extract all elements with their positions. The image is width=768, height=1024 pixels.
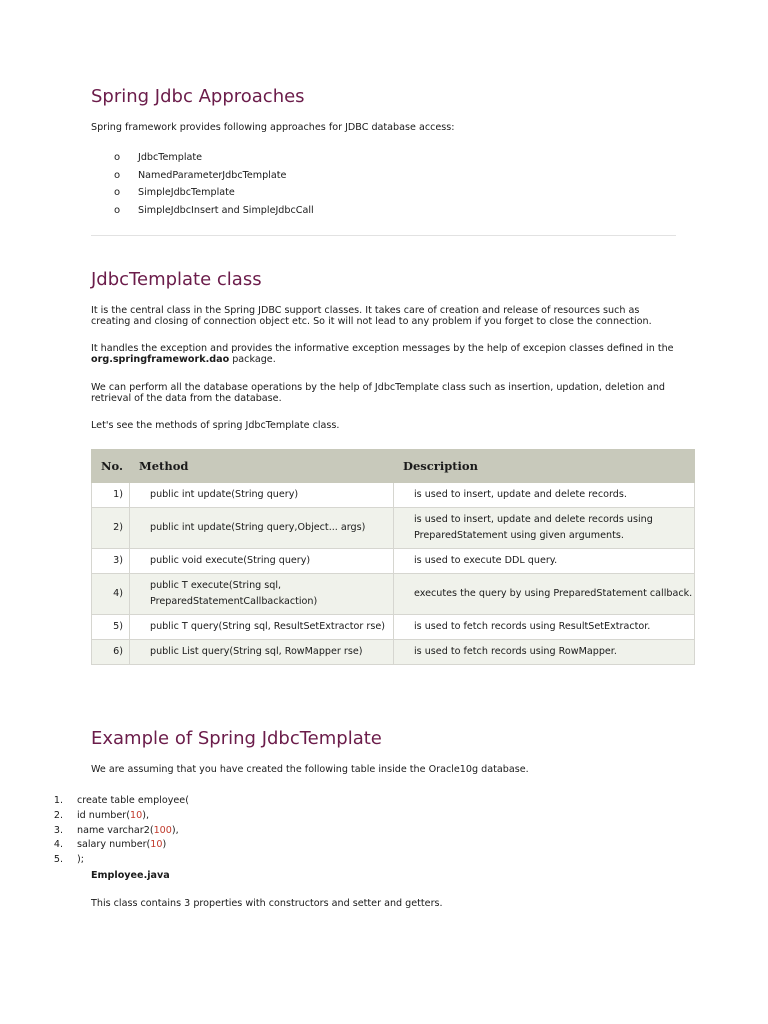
bullet-icon: o bbox=[114, 187, 121, 198]
table-row bbox=[92, 549, 695, 574]
code-number-literal: 10 bbox=[150, 839, 163, 851]
paragraph-exceptions: It handles the exception and provides the informative exception messages by the help of excepion classes defined in the org.springframework.dao package. bbox=[91, 343, 674, 365]
package-name: org.springframework.dao bbox=[91, 354, 230, 365]
line-number: 2. bbox=[53, 809, 63, 821]
list-item: o NamedParameterJdbcTemplate bbox=[114, 170, 314, 188]
row-method: public void execute(String query) bbox=[130, 549, 394, 574]
line-number: 1. bbox=[53, 795, 63, 806]
file-name-label: Employee.java bbox=[91, 870, 170, 881]
list-item: o SimpleJdbcInsert and SimpleJdbcCall bbox=[114, 205, 314, 223]
table-row bbox=[92, 574, 695, 615]
row-description: is used to fetch records using RowMapper. bbox=[394, 640, 695, 665]
table-row bbox=[92, 508, 695, 549]
approaches-list bbox=[114, 152, 314, 222]
table-row bbox=[92, 615, 695, 640]
row-method: public int update(String query,Object... args) bbox=[130, 508, 394, 549]
header-method: Method bbox=[130, 450, 394, 483]
row-description: is used to insert, update and delete records using PreparedStatement using given arguments. bbox=[394, 508, 695, 549]
code-line: 1. create table employee( bbox=[0, 795, 189, 810]
bullet-icon: o bbox=[114, 204, 121, 216]
row-number: 5) bbox=[92, 615, 130, 640]
code-line: 2. id number( 10 ), bbox=[0, 810, 189, 825]
bullet-icon: o bbox=[114, 169, 121, 181]
bullet-icon: o bbox=[114, 152, 121, 163]
code-line: 3. name varchar2( 100 ), bbox=[0, 825, 189, 840]
row-number: 6) bbox=[92, 640, 130, 665]
paragraph-operations: We can perform all the database operations by the help of JdbcTemplate class such as insertion, updation, deletion and retrieval of the data from the database. bbox=[91, 382, 666, 404]
row-description: is used to execute DDL query. bbox=[394, 549, 695, 574]
header-no: No. bbox=[92, 450, 130, 483]
methods-table bbox=[91, 449, 695, 665]
row-method: public T execute(String sql, PreparedStatementCallbackaction) bbox=[130, 574, 394, 615]
table-header-row bbox=[92, 450, 695, 483]
row-description: is used to fetch records using ResultSetExtractor. bbox=[394, 615, 695, 640]
list-item: o SimpleJdbcTemplate bbox=[114, 187, 314, 205]
section-title-example: Example of Spring JdbcTemplate bbox=[91, 728, 382, 749]
row-method: public List query(String sql, RowMapper rse) bbox=[130, 640, 394, 665]
paragraph-assumption: We are assuming that you have created the following table inside the Oracle10g database. bbox=[91, 764, 529, 775]
section-divider bbox=[91, 235, 676, 236]
header-description: Description bbox=[394, 450, 695, 483]
list-item: o JdbcTemplate bbox=[114, 152, 314, 170]
line-number: 3. bbox=[53, 824, 63, 836]
paragraph-employee-class: This class contains 3 properties with constructors and setter and getters. bbox=[91, 898, 443, 909]
row-number: 1) bbox=[92, 483, 130, 508]
table-row bbox=[92, 640, 695, 665]
line-number: 5. bbox=[53, 854, 63, 866]
row-description: is used to insert, update and delete records. bbox=[394, 483, 695, 508]
code-line: 5. ); bbox=[0, 854, 189, 869]
section-title-approaches: Spring Jdbc Approaches bbox=[91, 86, 305, 107]
section-title-jdbctemplate: JdbcTemplate class bbox=[91, 269, 262, 290]
row-description: executes the query by using PreparedStatement callback. bbox=[394, 574, 695, 615]
row-number: 2) bbox=[92, 508, 130, 549]
table-row bbox=[92, 483, 695, 508]
row-method: public int update(String query) bbox=[130, 483, 394, 508]
code-number-literal: 10 bbox=[130, 809, 143, 821]
line-number: 4. bbox=[53, 839, 63, 851]
approaches-intro: Spring framework provides following approaches for JDBC database access: bbox=[91, 122, 455, 133]
paragraph-methods-intro: Let's see the methods of spring JdbcTemplate class. bbox=[91, 420, 340, 431]
sql-code-listing bbox=[0, 795, 189, 869]
code-number-literal: 100 bbox=[153, 824, 172, 836]
row-method: public T query(String sql, ResultSetExtractor rse) bbox=[130, 615, 394, 640]
row-number: 3) bbox=[92, 549, 130, 574]
paragraph-central-class: It is the central class in the Spring JDBC support classes. It takes care of creation and release of resources such as creating and closing of connection object etc. So it will not lead to any problem if you forget to close the connection. bbox=[91, 305, 652, 327]
row-number: 4) bbox=[92, 574, 130, 615]
code-line: 4. salary number( 10 ) bbox=[0, 839, 189, 854]
